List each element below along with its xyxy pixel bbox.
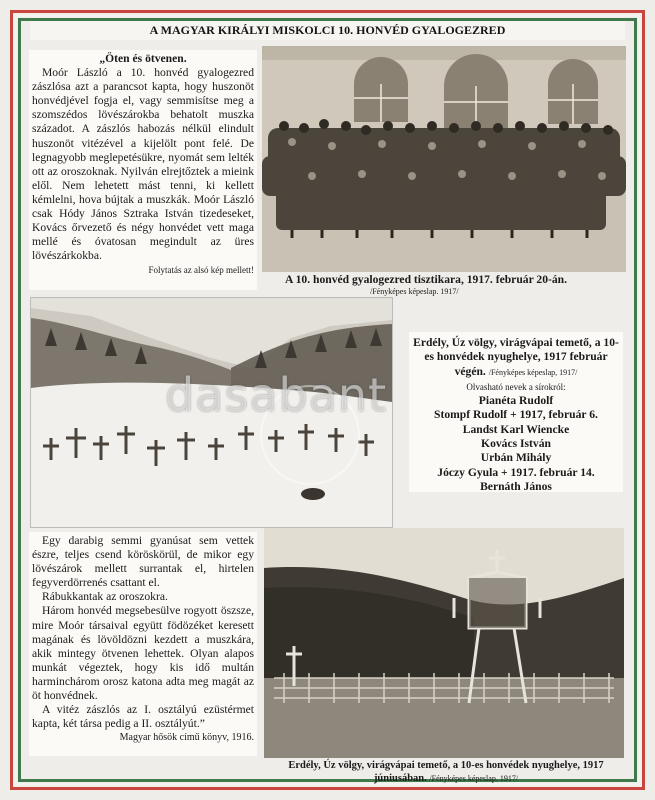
grave-name: Bernáth János xyxy=(480,479,552,493)
grave-name: Landst Karl Wiencke xyxy=(462,422,570,436)
names-intro: Olvasható nevek a sírokról: xyxy=(466,381,566,392)
photo1-source: /Fényképes képeslap. 1917/ xyxy=(370,287,459,296)
photo3-caption-text: Erdély, Úz völgy, virágvápai temető, a 10-es honvédek nyughelye, 1917 júniusában. xyxy=(288,760,604,784)
story-part-one xyxy=(29,50,257,290)
story-paragraph: A vitéz zászlós az I. osztályú ezüstérmet kapta, két társa pedig a II. osztályút.” xyxy=(32,703,254,731)
continue-note: Folytatás az alsó kép mellett! xyxy=(148,265,254,276)
officers-group-photo xyxy=(262,46,626,272)
grave-name: Stompf Rudolf + 1917, február 6. xyxy=(434,408,598,422)
story-paragraph: Egy darabig semmi gyanúsat sem vettek észre, teljes csend köröskörül, de mikor egy lövészárok mellett surrantak el, hirtelen fegyverdörrenés csattant el. xyxy=(32,534,254,590)
grave-name: Kovács István xyxy=(481,437,551,451)
watermark: dasabant xyxy=(165,368,388,422)
story-part-two xyxy=(29,532,257,756)
photo3-source: /Fényképes képeslap. 1917/ xyxy=(429,773,519,783)
cemetery-description xyxy=(409,332,623,492)
photo3-caption xyxy=(266,760,626,785)
photo1-caption: A 10. honvéd gyalogezred tisztikara, 1917. február 20-án. xyxy=(285,273,567,286)
story-heading: „Öten és ötvenen. xyxy=(99,52,187,65)
story-paragraph: Moór László a 10. honvéd gyalogezred zászlósa azt a parancsot kapta, hogy huszonöt honvédjével fogja el, vagy semmisítse meg a szomszédos lövészárokba behatolt muszka századot. A zászlós habozás nélkül elindult huszonöt vitézével a kijelölt pont felé. De legnagyobb meglepetésükre, nyomát sem lelték ott az oroszoknak. Nyilván elrejtőztek a mieink elől. Nem lehetett mást tenni, ki kellett kémlelni, hova bújtak a muszkák. Moór László csak Hódy János Sztraka István tizedeseket, Kovács őrvezető és négy honvédet vett maga mellé és óvatosan megindult az üres lövészárkokba. xyxy=(32,66,254,263)
cemetery-title-text: Erdély, Úz völgy, virágvápai temető, a 10-es honvédek nyughelye, 1917 február végén. xyxy=(413,336,619,378)
grave-name: Urbán Mihály xyxy=(480,451,552,465)
grave-name: Jóczy Gyula + 1917. február 14. xyxy=(437,465,595,479)
book-source: Magyar hősök című könyv, 1916. xyxy=(119,732,254,744)
story-paragraph: Három honvéd megsebesülve rogyott öszsze, mire Moór társaival együtt födözéket keresett magának és lövöldözni kezdett a muszkára, akik mintegy ötvenen lehettek. Olyan alapos munkát végeztek, hogy kis idő multán harminchárom orosz katona adta meg magát az öt honvédnek. xyxy=(32,604,254,703)
cemetery-source: /Fényképes képeslap, 1917/ xyxy=(488,367,578,377)
page-title: A MAGYAR KIRÁLYI MISKOLCI 10. HONVÉD GYALOGEZRED xyxy=(30,21,625,40)
grave-name: Pianéta Rudolf xyxy=(478,394,554,408)
story-paragraph: Rábukkantak az oroszokra. xyxy=(42,590,168,604)
summer-cemetery-photo xyxy=(264,528,624,758)
cemetery-title xyxy=(413,336,619,380)
